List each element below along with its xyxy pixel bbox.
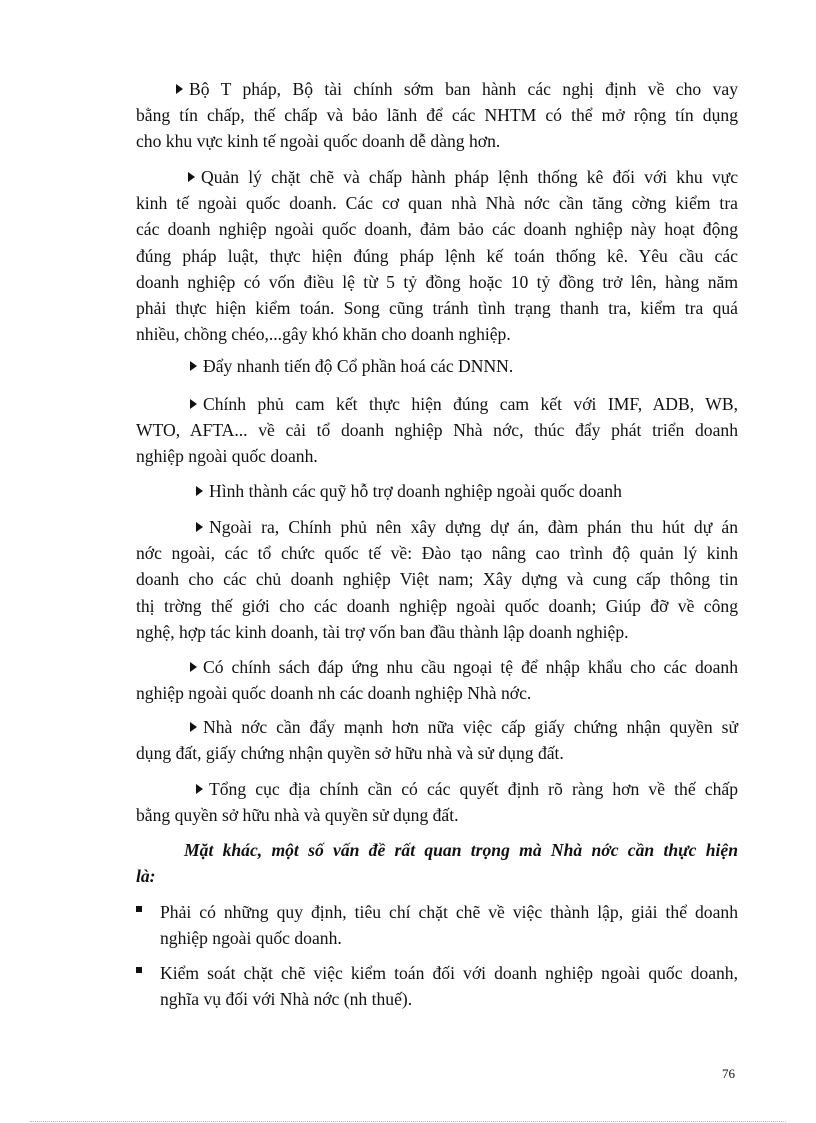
arrow-bullet-icon [188,172,195,182]
paragraph-cadastral-decisions: Tổng cục địa chính cần có các quyết định rõ ràng hơn về thế chấp bằng quyền sở hữu nhà và quyền sử dụng đất. [136,779,738,826]
arrow-bullet-icon [196,486,203,496]
paragraph-land-certificates: Nhà nớc cần đẩy mạnh hơn nữa việc cấp giấy chứng nhận quyền sử dụng đất, giấy chứng nhận quyền sở hữu nhà và sử dụng đất. [136,717,738,764]
page-bottom-divider [30,1121,786,1122]
bullet-text: Kiểm soát chặt chẽ việc kiểm toán đối với doanh nghiệp ngoài quốc doanh, nghĩa vụ đối với Nhà nớc (nh thuế). [160,963,738,1010]
paragraph-international-projects: Ngoài ra, Chính phủ nên xây dựng dự án, đàm phán thu hút dự án nớc ngoài, các tổ chức quốc tế về: Đào tạo nâng cao trình độ quản lý kinh doanh cho các chủ doanh nghiệp Việt nam; Xây dựng và cung cấp thông tin thị trờng thế giới cho các doanh nghiệp ngoài quốc doanh; Giúp đỡ về công nghệ, hợp tác kinh doanh, tài trợ vốn ban đầu thành lập doanh nghiệp. [136,517,738,642]
paragraph-equitization: Đẩy nhanh tiến độ Cổ phần hoá các DNNN. [136,353,738,379]
square-bullet-icon [136,967,142,973]
square-bullet-icon [136,906,142,912]
arrow-bullet-icon [176,84,183,94]
paragraph-government-commitment: Chính phủ cam kết thực hiện đúng cam kết với IMF, ADB, WB, WTO, AFTA... về cải tổ doanh nghiệp Nhà nớc, thúc đẩy phát triển doanh nghiệp ngoài quốc doanh. [136,394,738,467]
arrow-bullet-icon [196,522,203,532]
arrow-bullet-icon [196,784,203,794]
arrow-bullet-icon [190,361,197,371]
emphasis-heading: Mặt khác, một số vấn đề rất quan trọng mà Nhà nớc cần thực hiện là: [136,840,738,887]
page-number: 76 [722,1066,735,1081]
paragraph-legal-credit: Bộ T pháp, Bộ tài chính sớm ban hành các nghị định về cho vay bằng tín chấp, thế chấp và bảo lãnh để các NHTM có thể mở rộng tín dụng cho khu vực kinh tế ngoài quốc doanh dễ dàng hơn. [136,79,738,152]
arrow-bullet-icon [190,399,197,409]
arrow-bullet-icon [190,722,197,732]
paragraph-statistics-management: Quản lý chặt chẽ và chấp hành pháp lệnh thống kê đối với khu vực kinh tế ngoài quốc doanh. Các cơ quan nhà Nhà nớc cần tăng cờng kiểm tra các doanh nghiệp ngoài quốc doanh, đảm bảo các doanh nghiệp này hoạt động đúng pháp luật, thực hiện đúng pháp lệnh kế toán thống kê. Yêu cầu các doanh nghiệp có vốn điều lệ từ 5 tỷ đồng hoặc 10 tỷ đồng trở lên, hàng năm phải thực hiện kiểm toán. Song cũng tránh tình trạng thanh tra, kiểm tra quá nhiều, chồng chéo,...gây khó khăn cho doanh nghiệp. [136,167,738,345]
arrow-bullet-icon [190,662,197,672]
paragraph-foreign-currency: Có chính sách đáp ứng nhu cầu ngoại tệ để nhập khẩu cho các doanh nghiệp ngoài quốc doanh nh các doanh nghiệp Nhà nớc. [136,657,738,704]
paragraph-support-funds: Hình thành các quỹ hỗ trợ doanh nghiệp ngoài quốc doanh [136,478,738,504]
bullet-text: Phải có những quy định, tiêu chí chặt chẽ về việc thành lập, giải thể doanh nghiệp ngoài quốc doanh. [160,902,738,949]
